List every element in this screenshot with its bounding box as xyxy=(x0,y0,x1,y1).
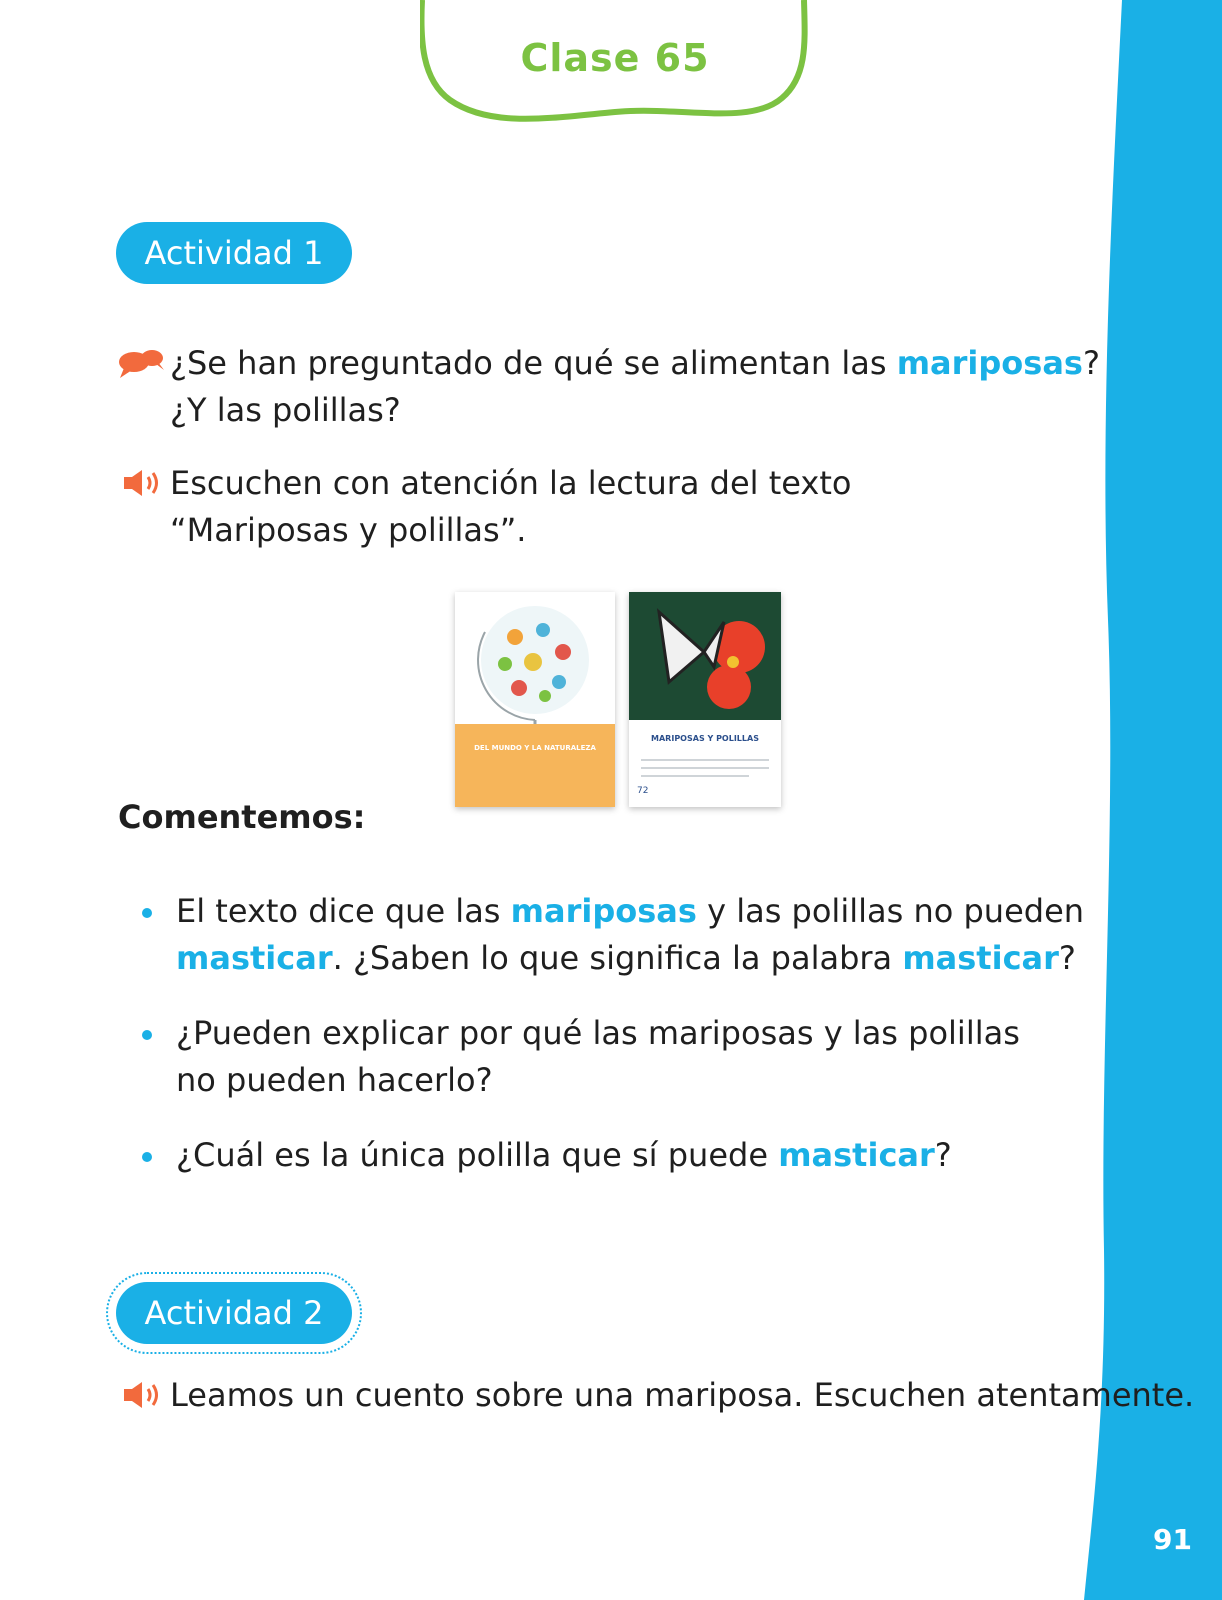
page-edge-decoration xyxy=(1082,0,1222,1600)
discussion-list xyxy=(136,888,1096,1207)
item-text: ? xyxy=(934,1136,952,1174)
list-item xyxy=(136,888,1096,982)
class-title: Clase 65 xyxy=(520,36,710,80)
item-text: El texto dice que las xyxy=(176,892,511,930)
item-text: ¿Cuál es la única polilla que sí puede xyxy=(176,1136,779,1174)
listen-line-2: “Mariposas y polillas”. xyxy=(170,511,527,549)
speech-bubbles-icon xyxy=(118,346,170,380)
highlight-mariposas: mariposas xyxy=(896,344,1083,382)
item-text: y las polillas no pueden xyxy=(696,892,1085,930)
list-item xyxy=(136,1010,1096,1104)
listen-row-2 xyxy=(118,1372,1194,1419)
question-row xyxy=(118,340,1100,434)
highlight-mariposas: mariposas xyxy=(510,892,697,930)
comentemos-heading: Comentemos: xyxy=(118,798,366,836)
book2-title: MARIPOSAS Y POLILLAS xyxy=(651,734,759,743)
listen-line-1: Escuchen con atención la lectura del texto xyxy=(170,464,852,502)
activity-2-badge: Actividad 2 xyxy=(116,1282,352,1344)
list-item xyxy=(136,1132,1096,1179)
activity-1-badge: Actividad 1 xyxy=(116,222,352,284)
item-text: . ¿Saben lo que significa la palabra xyxy=(332,939,903,977)
butterfly-photo xyxy=(629,592,781,807)
question-text xyxy=(170,340,1100,434)
highlight-masticar: masticar xyxy=(778,1136,935,1174)
book-cover-naturaleza[interactable] xyxy=(455,592,615,807)
bullet-icon xyxy=(142,1152,152,1162)
book-cover-mariposas[interactable] xyxy=(629,592,781,807)
question-part: ¿Se han preguntado de qué se alimentan las xyxy=(170,344,897,382)
question-polillas: ¿Y las polillas? xyxy=(170,391,401,429)
item-text: ¿Pueden explicar por qué las mariposas y las polillas no pueden hacerlo? xyxy=(176,1014,1020,1099)
speaker-icon[interactable] xyxy=(118,466,170,500)
question-part: ? xyxy=(1082,344,1100,382)
globe-illustration xyxy=(455,592,615,807)
listen-instruction xyxy=(170,460,851,554)
story-instruction: Leamos un cuento sobre una mariposa. Escuchen atentamente. xyxy=(170,1376,1195,1414)
highlight-masticar: masticar xyxy=(902,939,1059,977)
highlight-masticar: masticar xyxy=(176,939,333,977)
item-text: ? xyxy=(1058,939,1076,977)
book1-title: DEL MUNDO Y LA NATURALEZA xyxy=(474,744,596,752)
listen-row xyxy=(118,460,851,554)
bullet-icon xyxy=(142,908,152,918)
bullet-icon xyxy=(142,1030,152,1040)
speaker-icon[interactable] xyxy=(118,1378,170,1412)
page-number: 91 xyxy=(1153,1523,1192,1556)
book2-page-number: 72 xyxy=(637,786,649,796)
